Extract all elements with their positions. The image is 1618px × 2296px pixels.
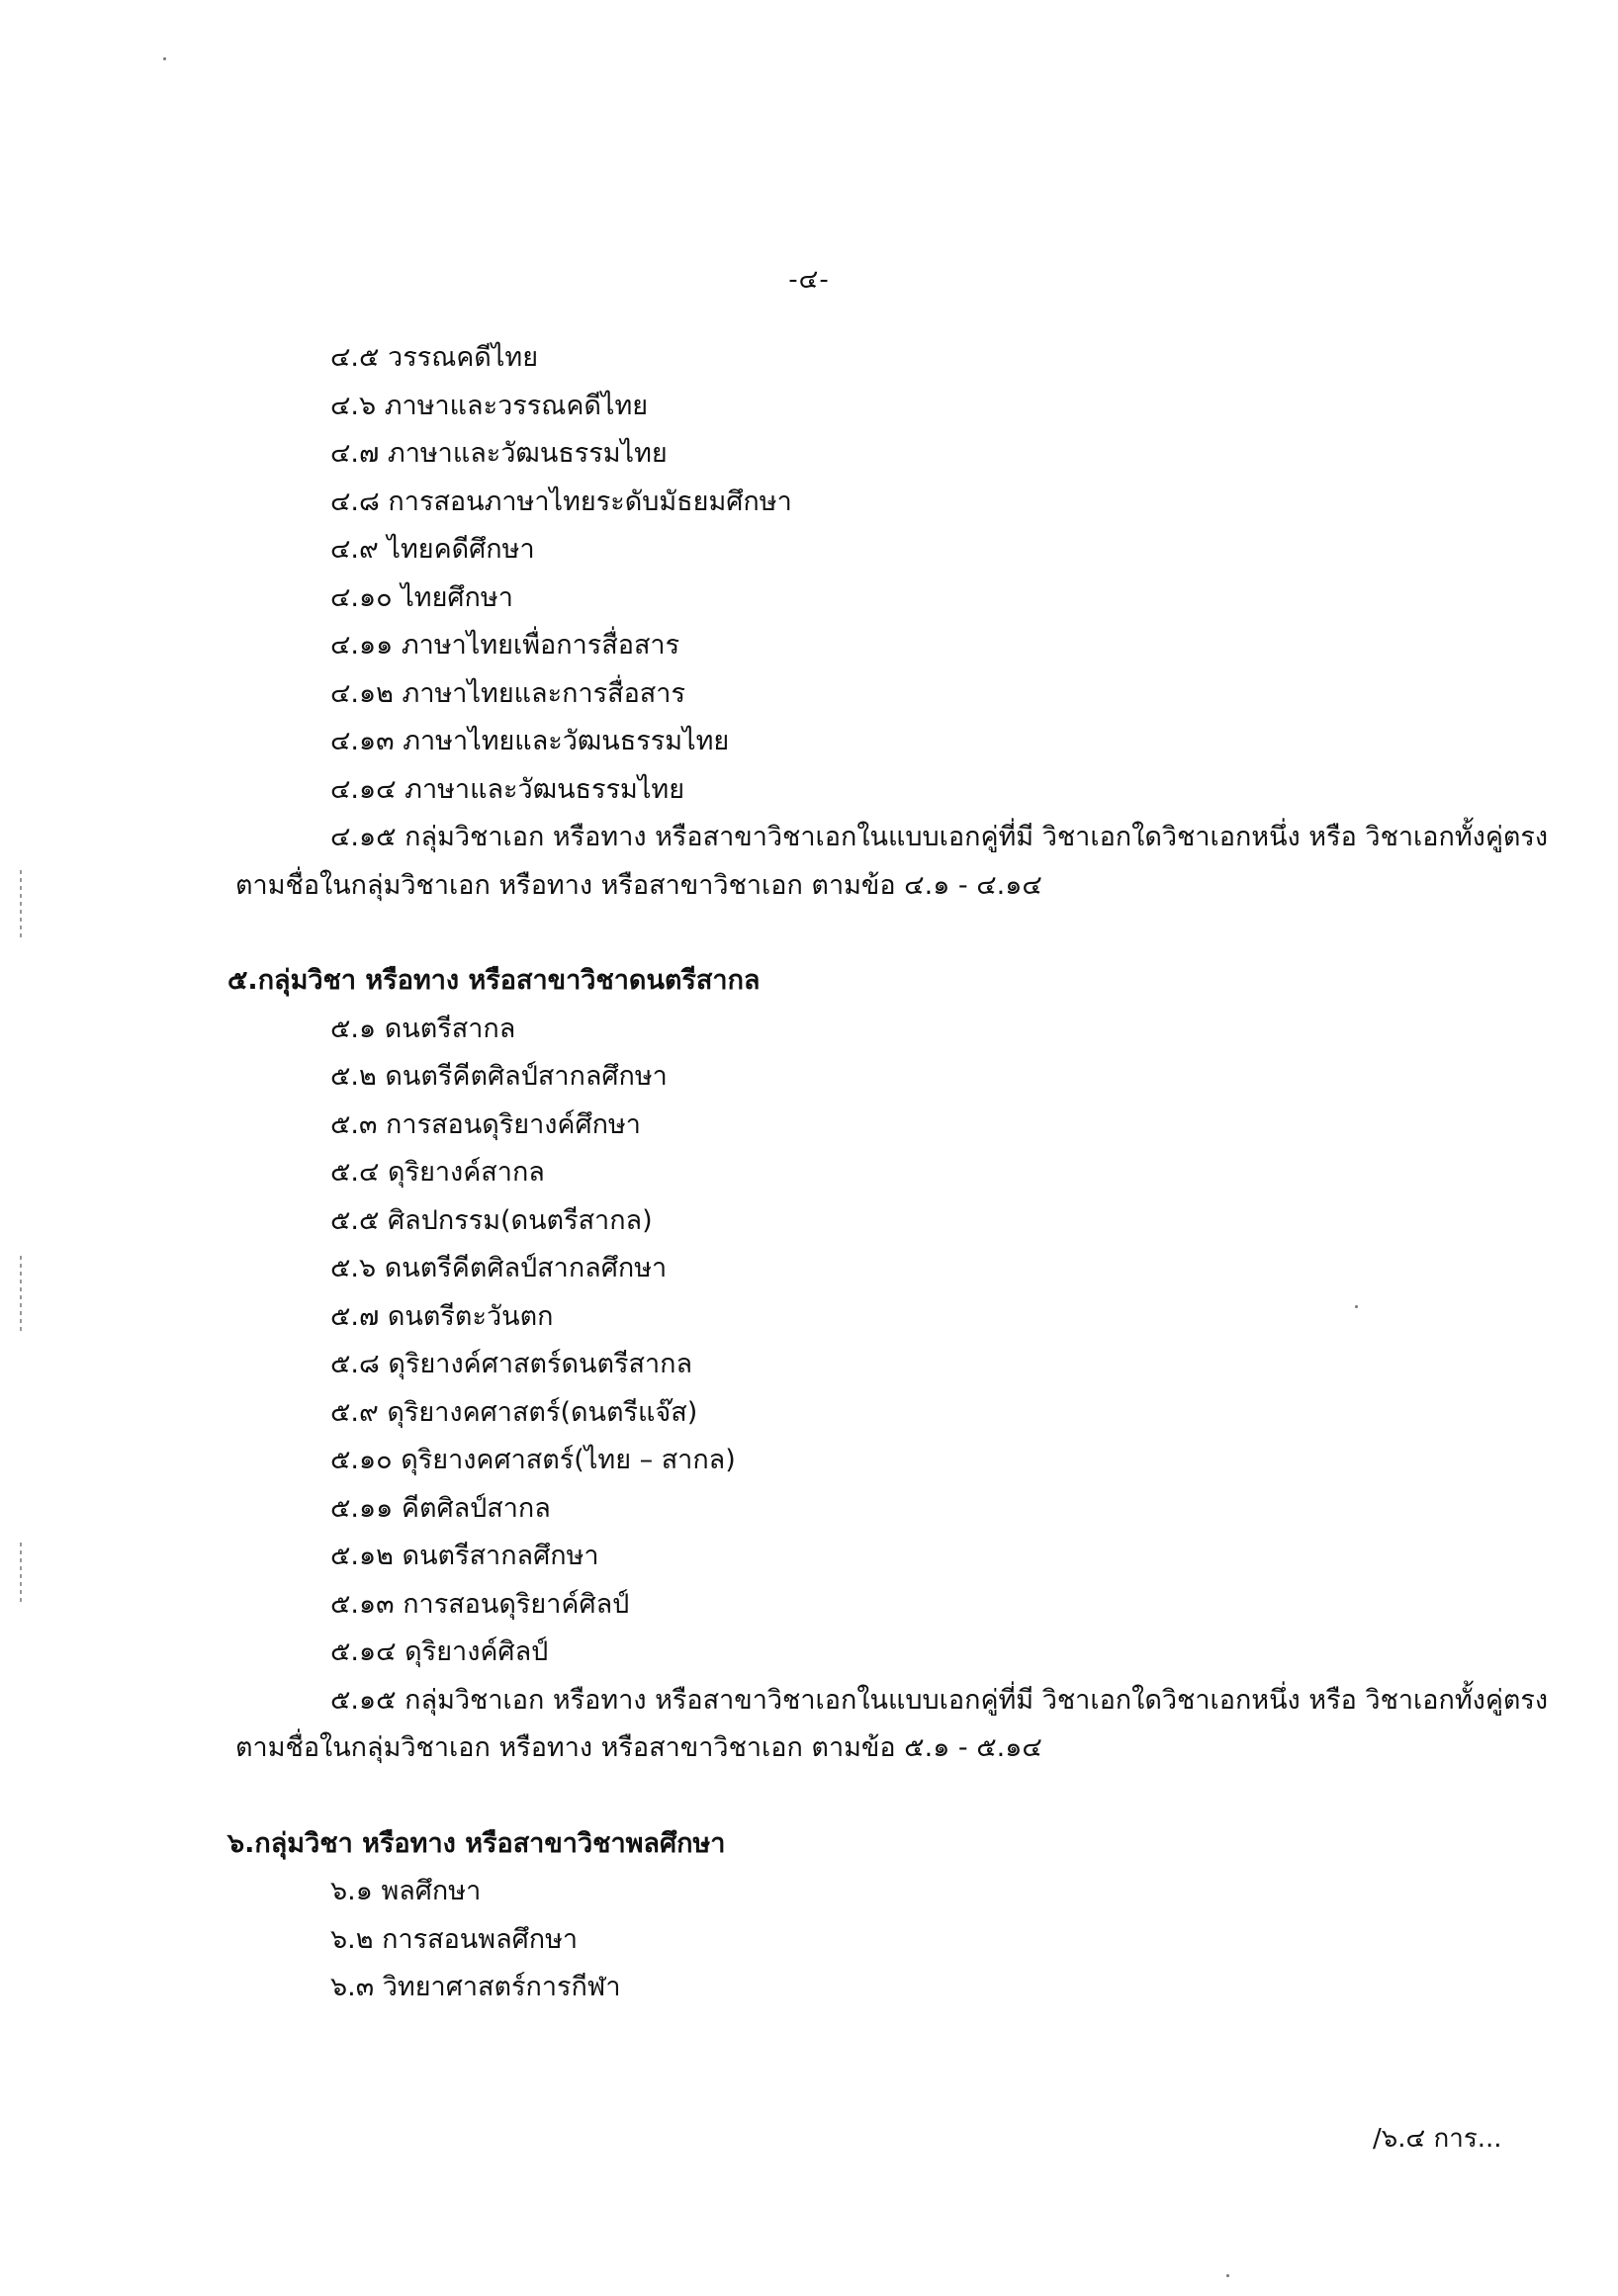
list-item: ๔.๙ ไทยคดีศึกษา [330, 534, 535, 565]
list-item: ๕.๙ ดุริยางคศาสตร์(ดนตรีแจ๊ส) [330, 1396, 698, 1428]
list-item: ๕.๔ ดุริยางค์สากล [330, 1157, 545, 1188]
page-number: -๔- [788, 265, 830, 295]
list-item: ๔.๕ วรรณคดีไทย [330, 342, 539, 373]
list-item: ๕.๓ การสอนดุริยางค์ศึกษา [330, 1108, 641, 1140]
list-item: ๖.๓ วิทยาศาสตร์การกีฬา [330, 1972, 621, 2002]
section-gap [227, 1773, 1503, 1820]
combined-major-paragraph [227, 814, 1549, 910]
paragraph-continuation: ตามชื่อในกลุ่มวิชาเอก หรือทาง หรือสาขาวิชาเอก ตามข้อ ๕.๑ - ๕.๑๔ [235, 1732, 1042, 1763]
list-item: ๕.๑๔ ดุริยางค์ศิลป์ [330, 1636, 549, 1667]
section-heading: ๖.กลุ่มวิชา หรือทาง หรือสาขาวิชาพลศึกษา [227, 1827, 726, 1859]
list-item: ๕.๑๓ การสอนดุริยาค์ศิลป์ [330, 1588, 630, 1620]
list-item: ๔.๑๓ ภาษาไทยและวัฒนธรรมไทย [330, 726, 730, 756]
document-body [227, 334, 1549, 2012]
list-item: ๕.๖ ดนตรีคีตศิลป์สากลศึกษา [330, 1253, 668, 1283]
scan-mark [20, 1543, 22, 1602]
list-item: ๔.๖ ภาษาและวรรณคดีไทย [330, 390, 649, 421]
list-item: ๕.๑๐ ดุริยางคศาสตร์(ไทย – สากล) [330, 1445, 736, 1475]
paragraph-continuation: ตามชื่อในกลุ่มวิชาเอก หรือทาง หรือสาขาวิชาเอก ตามข้อ ๔.๑ - ๔.๑๔ [235, 869, 1042, 901]
scan-speck [163, 57, 166, 60]
list-item: ๕.๑ ดนตรีสากล [330, 1013, 516, 1044]
list-item: ๖.๑ พลศึกษา [330, 1876, 482, 1906]
scan-mark [20, 870, 22, 939]
list-item: ๕.๑๑ คีตศิลป์สากล [330, 1492, 551, 1524]
continuation-reference: /๖.๔ การ... [1373, 2124, 1502, 2154]
paragraph-first-line: ๕.๑๕ กลุ่มวิชาเอก หรือทาง หรือสาขาวิชาเอกในแบบเอกคู่ที่มี วิชาเอกใดวิชาเอกหนึ่ง หรือ วิชาเอกทั้งคู่ตรง [330, 1684, 1549, 1716]
group6-section [227, 1820, 1503, 2012]
list-item: ๔.๑๔ ภาษาและวัฒนธรรมไทย [330, 773, 685, 805]
list-item: ๔.๗ ภาษาและวัฒนธรรมไทย [330, 438, 668, 469]
group4-list [227, 334, 1549, 910]
list-item: ๔.๑๐ ไทยศึกษา [330, 581, 513, 613]
group5-section [227, 957, 1549, 1773]
list-item: ๔.๘ การสอนภาษาไทยระดับมัธยมศึกษา [330, 486, 792, 517]
list-item: ๔.๑๑ ภาษาไทยเพื่อการสื่อสาร [330, 630, 680, 661]
scan-speck [1226, 2274, 1229, 2277]
list-item: ๕.๒ ดนตรีคีตศิลป์สากลศึกษา [330, 1061, 668, 1092]
paragraph-first-line: ๔.๑๕ กลุ่มวิชาเอก หรือทาง หรือสาขาวิชาเอกในแบบเอกคู่ที่มี วิชาเอกใดวิชาเอกหนึ่ง หรือ วิชาเอกทั้งคู่ตรง [330, 822, 1549, 852]
list-item: ๖.๒ การสอนพลศึกษา [330, 1923, 579, 1955]
combined-major-paragraph [227, 1677, 1549, 1773]
list-item: ๕.๗ ดนตรีตะวันตก [330, 1300, 554, 1332]
list-item: ๕.๑๒ ดนตรีสากลศึกษา [330, 1541, 599, 1571]
list-item: ๔.๑๒ ภาษาไทยและการสื่อสาร [330, 677, 685, 709]
list-item: ๕.๕ ศิลปกรรม(ดนตรีสากล) [330, 1204, 653, 1236]
scan-mark [20, 1256, 22, 1335]
section-heading: ๕.กลุ่มวิชา หรือทาง หรือสาขาวิชาดนตรีสากล [227, 965, 761, 996]
list-item: ๕.๘ ดุริยางค์ศาสตร์ดนตรีสากล [330, 1349, 693, 1379]
section-gap [227, 910, 1503, 957]
